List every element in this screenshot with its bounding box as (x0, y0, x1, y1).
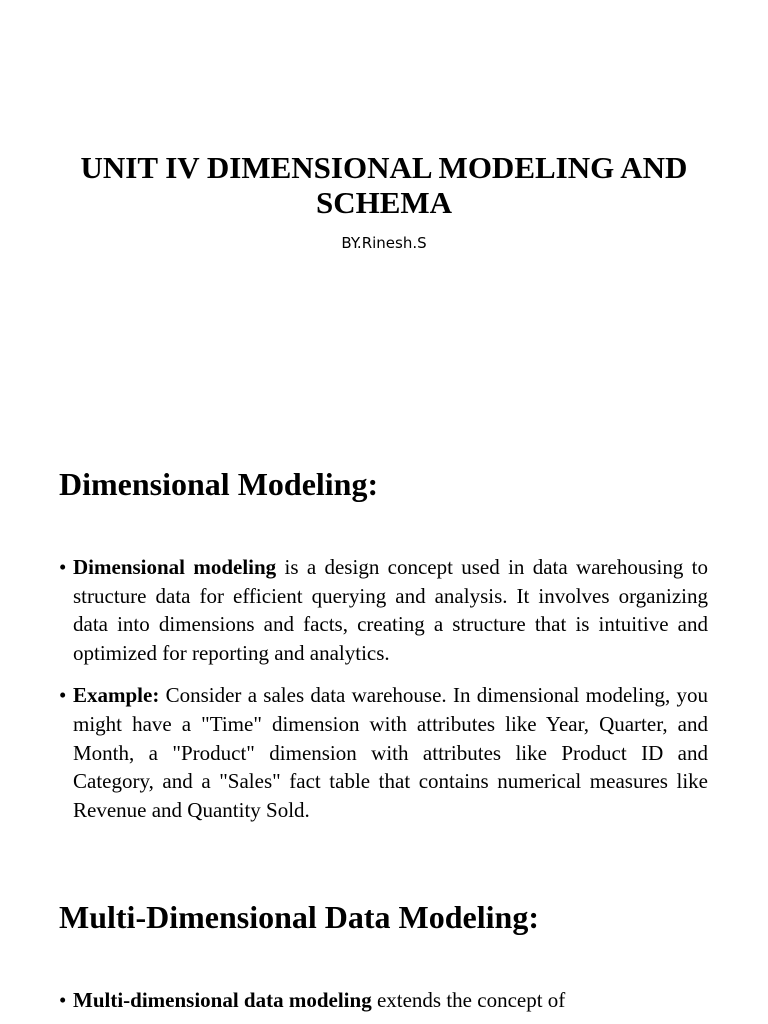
bullet-text: Consider a sales data warehouse. In dimensional modeling, you might have a "Time" dimension with attributes like Year, Quarter, and Month, a "Product" dimension with attributes like Product ID and Category, and a "Sales" fact table that contains numerical measures like Revenue and Quantity Sold. (73, 683, 708, 822)
document-title: UNIT IV DIMENSIONAL MODELING AND SCHEMA (80, 150, 688, 220)
bullet-marker: • (59, 988, 67, 1012)
bullet-text: extends the concept of (371, 988, 566, 1012)
author-byline: BY.Rinesh.S (341, 234, 427, 252)
bullet-marker: • (59, 555, 67, 579)
section-heading-multi-dimensional-modeling: Multi-Dimensional Data Modeling: (59, 899, 539, 935)
title-slide (60, 150, 708, 253)
section-heading-dimensional-modeling: Dimensional Modeling: (59, 466, 379, 502)
bullet-term: Dimensional modeling (73, 555, 277, 579)
bullet-text: is a design concept used in data warehousing to structure data for efficient querying and analysis. It involves organizing data into dimensions and facts, creating a structure that is intuitive and optimized for reporting and analytics. (73, 555, 708, 665)
bullet-marker: • (59, 683, 67, 708)
list-item (59, 553, 708, 667)
bullet-term: Multi-dimensional data modeling (73, 988, 372, 1012)
list-item (59, 681, 708, 824)
bullet-term: Example: (73, 683, 160, 708)
list-item (59, 986, 708, 1015)
multi-dimensional-modeling-bullets (59, 986, 708, 1015)
dimensional-modeling-bullets (59, 553, 708, 824)
